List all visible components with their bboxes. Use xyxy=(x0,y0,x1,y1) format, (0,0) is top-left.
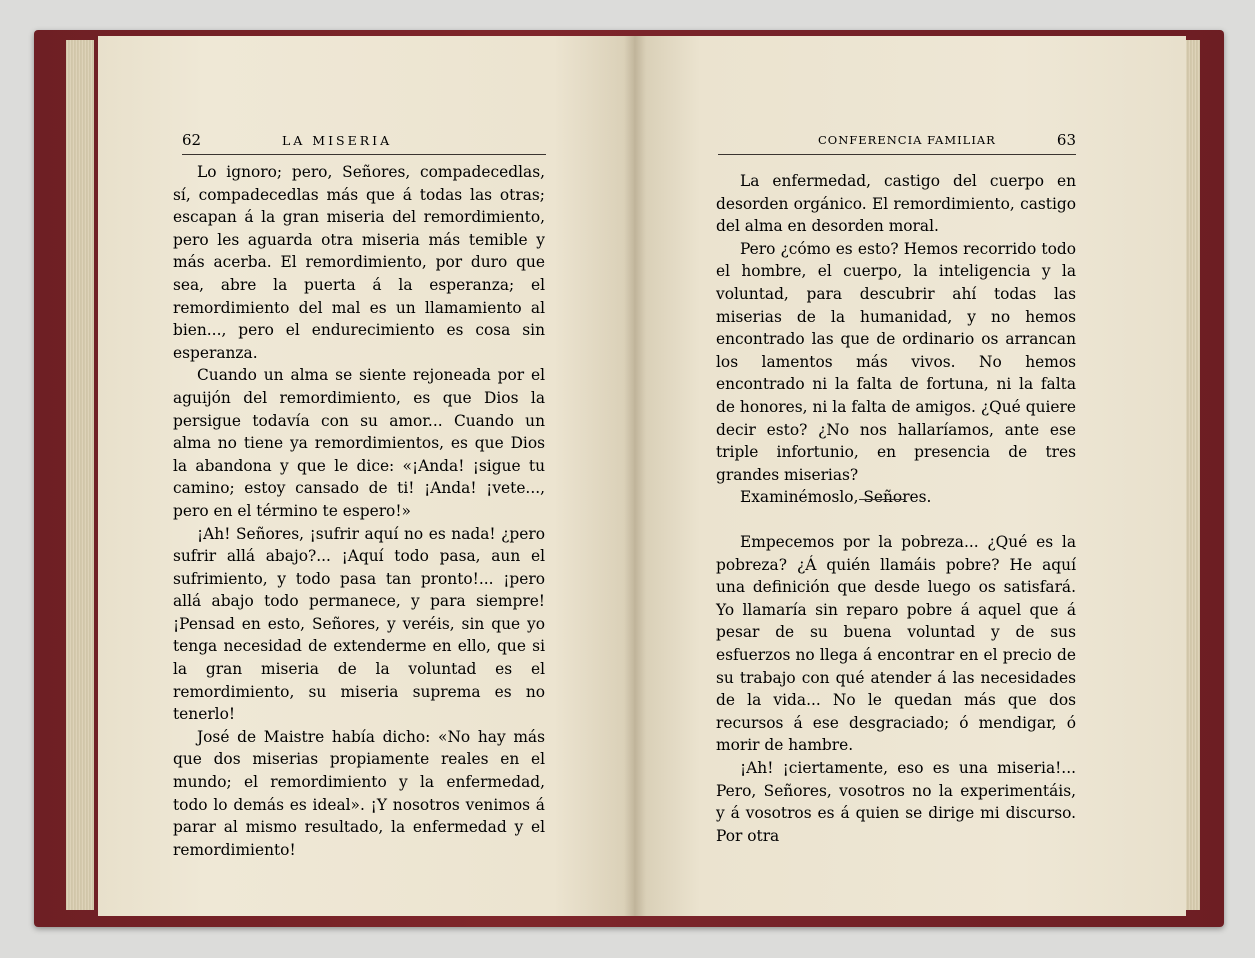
paragraph: ¡Ah! ¡ciertamente, eso es una miseria!... Pero, Señores, vosotros no la experimentáis, y á vosotros es á quien se dirige mi discurso. Por otra xyxy=(716,758,1076,845)
paragraph: Examinémoslo, Señores. xyxy=(740,488,932,507)
paragraph: Cuando un alma se siente rejoneada por el aguijón del remordimiento, es que Dios la persigue todavía con su amor... Cuando un alma no tiene ya remordimientos, es que Dios la abandona y que le dice: «¡Anda! ¡sigue tu camino; estoy cansado de ti! ¡Anda! ¡vete..., pero en el término te espero!» xyxy=(173,366,545,520)
right-page-text-bottom xyxy=(716,531,1076,847)
right-page-text-top xyxy=(716,170,1076,509)
left-running-head xyxy=(182,130,546,155)
paragraph: José de Maistre había dicho: «No hay más que dos miserias propiamente reales en el mundo; el remordimiento y la enfermedad, todo lo demás es ideal». ¡Y nosotros venimos á parar al mismo resultado, la enfermedad y el remordimiento! xyxy=(173,727,545,859)
paragraph: Lo ignoro; pero, Señores, compadecedlas, sí, compadecedlas más que á todas las otras; escapan á la gran miseria del remordimiento, pero les aguarda otra miseria más temible y más acerba. El remordimiento, por duro que sea, abre la puerta á la esperanza; el remordimiento del mal es un llamamiento al bien..., pero el endurecimiento es cosa sin esperanza. xyxy=(173,163,545,362)
left-page-number: 62 xyxy=(182,131,202,149)
left-running-title: LA MISERIA xyxy=(282,133,393,148)
left-page-text xyxy=(173,161,545,861)
right-running-title: CONFERENCIA FAMILIAR xyxy=(818,133,996,147)
paragraph: Empecemos por la pobreza... ¿Qué es la pobreza? ¿Á quién llamáis pobre? He aquí una definición que desde luego os satisfará. Yo llamaría sin reparo pobre á aquel que á pesar de su buena voluntad y de sus esfuerzos no llega á encontrar en el precio de su trabajo con qué atender á las necesidades de la vida... No le quedan más que dos recursos á ese desgraciado; ó mendigar, ó morir de hambre. xyxy=(716,533,1076,755)
paragraph: La enfermedad, castigo del cuerpo en desorden orgánico. El remordimiento, castigo del alma en desorden moral. xyxy=(716,172,1076,236)
paragraph: ¡Ah! Señores, ¡sufrir aquí no es nada! ¿pero sufrir allá abajo?... ¡Aquí todo pasa, aun el sufrimiento, y todo pasa tan pronto!... ¡pero allá abajo todo permanece, y para siempre! ¡Pensad en esto, Señores, y veréis, sin que yo tenga necesidad de extenderme en ello, que si la gran miseria de la voluntad es el remordimiento, su miseria suprema es no tenerlo! xyxy=(173,524,545,724)
book-gutter xyxy=(624,36,646,916)
page-edges-left xyxy=(66,40,94,910)
right-running-head xyxy=(718,130,1076,155)
paragraph: Pero ¿cómo es esto? Hemos recorrido todo el hombre, el cuerpo, la inteligencia y la voluntad, para descubrir ahí todas las miserias de la humanidad, y no hemos encontrado las que de ordinario os arrancan los lamentos más vivos. No hemos encontrado ni la falta de fortuna, ni la falta de honores, ni la falta de amigos. ¿Qué quiere decir esto? ¿No nos hallaríamos, ante ese triple infortunio, en presencia de tres grandes miserias? xyxy=(716,239,1076,484)
right-page-number: 63 xyxy=(1056,131,1076,149)
section-separator xyxy=(859,499,905,500)
